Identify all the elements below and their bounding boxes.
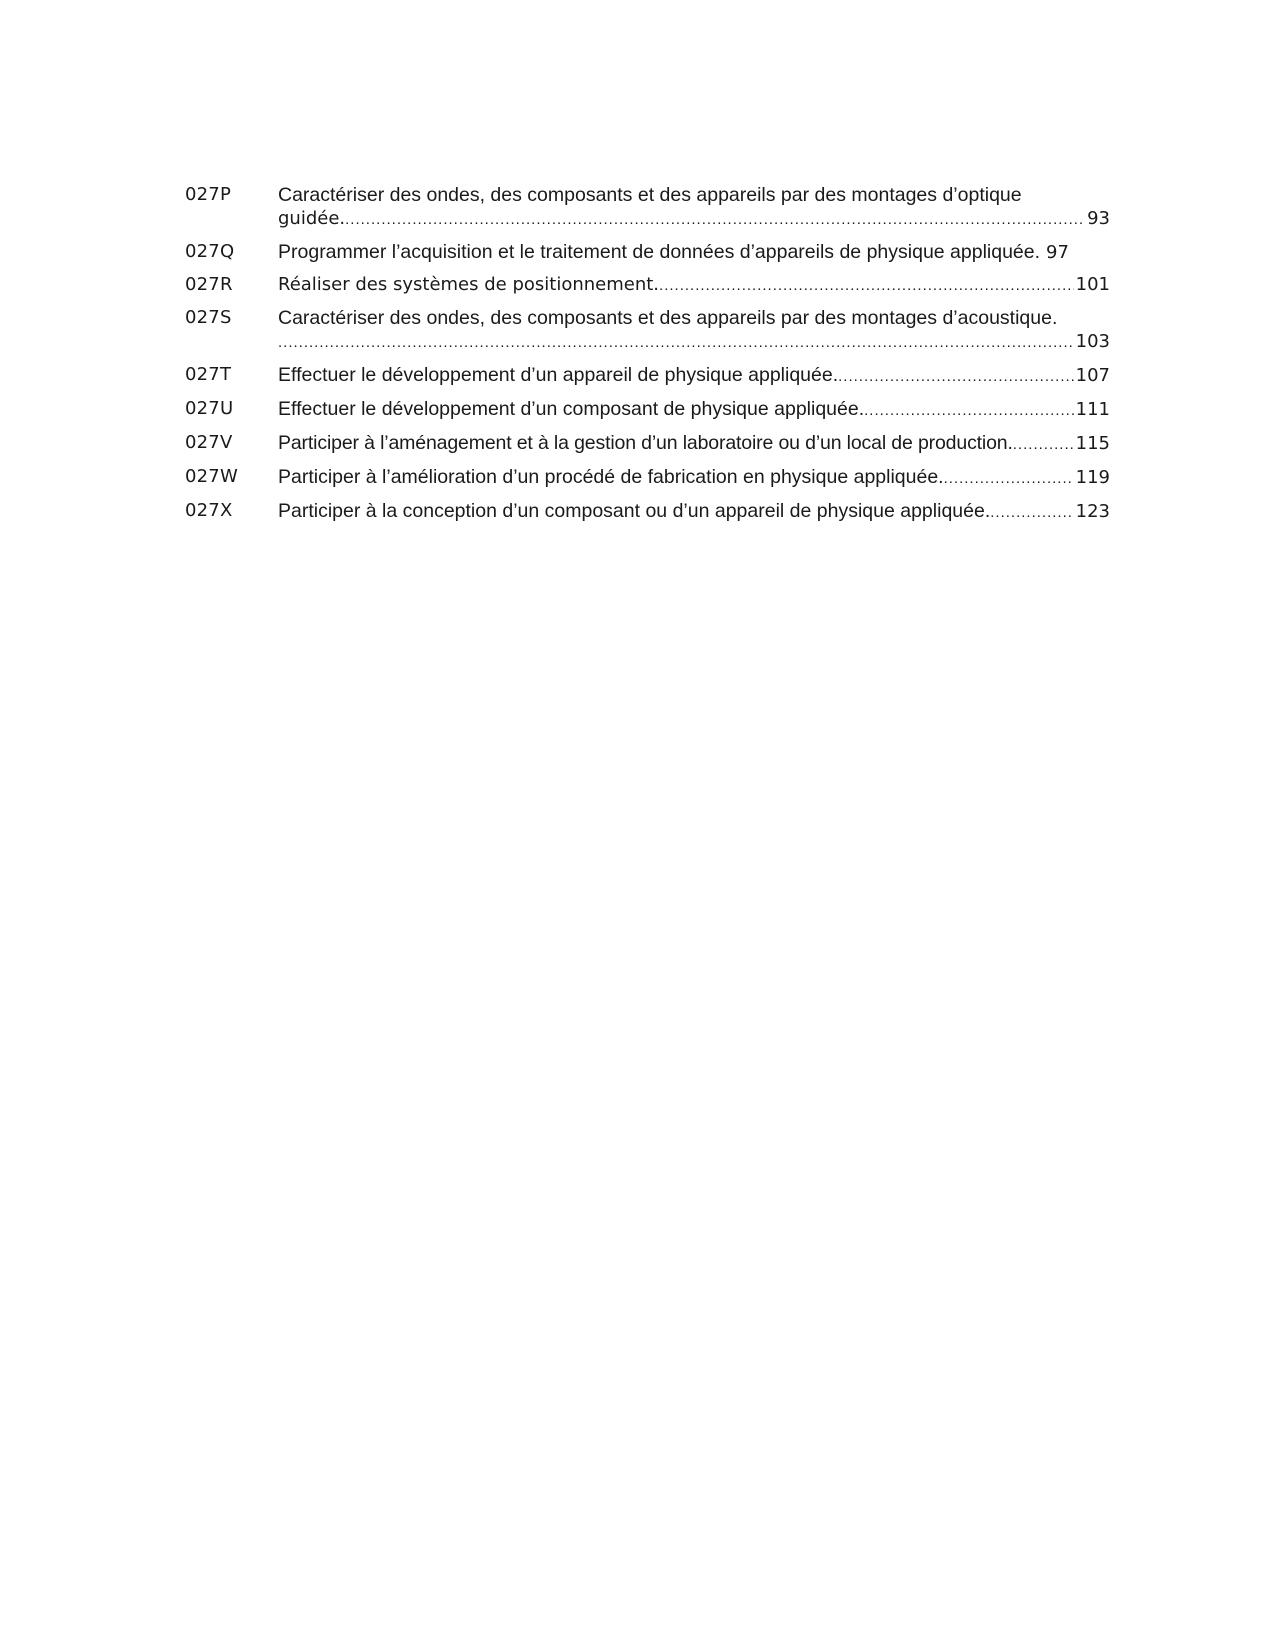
toc-entry-027Q[interactable] <box>185 240 1110 265</box>
toc-entry-027R[interactable] <box>185 273 1110 298</box>
toc-code: 027Q <box>185 241 235 262</box>
dot-leader <box>278 331 1074 355</box>
toc-entry-027S[interactable] <box>185 306 1110 355</box>
toc-title-line: Caractériser des ondes, des composants et des appareils par des montages d’optique <box>278 184 1022 206</box>
toc-code: 027U <box>185 398 234 419</box>
toc-title-line: guidée. <box>278 208 346 229</box>
toc-code: 027V <box>185 432 233 453</box>
dot-leader <box>990 501 1073 525</box>
toc-code: 027X <box>185 500 233 521</box>
toc-title-line: Caractériser des ondes, des composants et des appareils par des montages d’acoustique. <box>278 307 1058 329</box>
toc-title: Effectuer le développement d’un composant de physique appliquée. <box>278 398 865 420</box>
dot-leader <box>944 467 1074 491</box>
toc-code: 027T <box>185 364 232 385</box>
toc-page-number: 101 <box>1075 274 1110 295</box>
toc-entry-027T[interactable] <box>185 363 1110 389</box>
dot-leader <box>838 365 1074 389</box>
dot-leader <box>1013 433 1074 457</box>
toc-entry-027W[interactable] <box>185 465 1110 491</box>
toc-title: Participer à l’aménagement et à la gestion d’un laboratoire ou d’un local de production. <box>278 432 1013 454</box>
toc-page-number: 123 <box>1075 501 1110 522</box>
toc-title: Participer à l’amélioration d’un procédé de fabrication en physique appliquée. <box>278 466 944 488</box>
dot-leader <box>659 274 1074 298</box>
toc-title: Participer à la conception d’un composant ou d’un appareil de physique appliquée. <box>278 500 991 522</box>
dot-leader <box>864 399 1074 423</box>
toc-code: 027R <box>185 274 233 295</box>
toc-page-number: 119 <box>1075 467 1110 488</box>
toc-page-number: 107 <box>1075 365 1110 386</box>
dot-leader <box>345 208 1085 232</box>
toc-entry-027U[interactable] <box>185 397 1110 423</box>
toc-page-number: 103 <box>1075 331 1110 352</box>
toc-code: 027S <box>185 307 232 328</box>
table-of-contents <box>185 183 1110 533</box>
toc-entry-027X[interactable] <box>185 499 1110 525</box>
toc-title: Effectuer le développement d’un appareil de physique appliquée. <box>278 364 839 386</box>
toc-title: Programmer l’acquisition et le traitement de données d’appareils de physique appliquée. <box>278 241 1041 263</box>
toc-page-number: 97 <box>1046 242 1069 263</box>
toc-page-number: 93 <box>1087 208 1110 229</box>
toc-page-number: 115 <box>1075 433 1110 454</box>
toc-code: 027P <box>185 184 232 205</box>
toc-title: Réaliser des systèmes de positionnement. <box>278 274 660 295</box>
toc-page-number: 111 <box>1075 399 1110 420</box>
toc-code: 027W <box>185 466 238 487</box>
toc-entry-027V[interactable] <box>185 431 1110 457</box>
toc-entry-027P[interactable] <box>185 183 1110 232</box>
